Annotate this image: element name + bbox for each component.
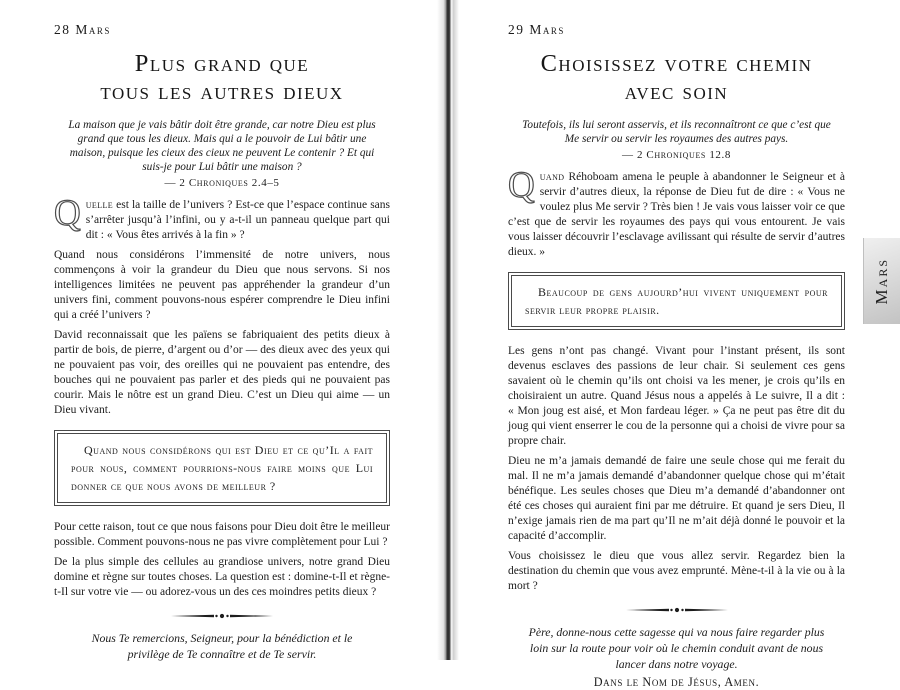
lead-small-caps: uelle	[85, 199, 114, 211]
body-paragraph: David reconnaissait que les païens se fabriquaient des petits dieux à partir de bois, de pierre, d’argent ou d’or — des dieux avec des yeux qui ne pouvaient pas voir, des oreilles qui ne pouvaient pas entendre, des bouches qui ne pouvaient pas parler et des pieds qui ne pouvaient pas courir. Mais le nôtre est un grand Dieu. C’est un Dieu qui aime — un Dieu vivant.	[54, 329, 390, 416]
drop-cap: Q	[54, 193, 81, 234]
body-text	[54, 193, 390, 600]
paragraph-text: est la taille de l’univers ? Est-ce que l’espace continue sans s’arrêter jusqu’à l’infini, ou y a-t-il un panneau quelque part qui dit : « Vous êtes arrivés à la fin » ?	[85, 199, 390, 241]
body-paragraph: Pour cette raison, tout ce que nous faisons pour Dieu doit être le meilleur possible. Comment pouvons-nous ne pas vivre complètement pour Lui ?	[54, 521, 390, 548]
date-month: Mars	[75, 22, 111, 37]
prayer-text: Père, donne-nous cette sagesse qui va nous faire regarder plus loin sur la route pour voir où le chemin conduit avant de nous lancer dans notre voyage.	[528, 625, 825, 671]
paragraph-text: Réhoboam amena le peuple à abandonner le Seigneur et à servir d’autres dieux, la réponse de Dieu fut de dire : « Vous ne voulez plus Me servir ? Très bien ! Je vais vous laisser voir ce que c’est que de servir les royaumes des pays qui vous entourent. Je vais vous laisser découvrir l’esclavage avilissant qui résulte de servir d’autres dieux. »	[508, 171, 845, 258]
page-title	[54, 50, 390, 106]
scripture-reference: — 2 Chroniques 2.4–5	[164, 177, 280, 189]
date-heading	[508, 22, 845, 38]
callout-text: Quand nous considérons qui est Dieu et ce qu’Il a fait pour nous, comment pourrions-nous faire moins que Lui donner ce que nous avons de meilleur ?	[71, 443, 373, 493]
scripture-reference: — 2 Chroniques 12.8	[622, 149, 731, 161]
body-paragraph: Les gens n’ont pas changé. Vivant pour l’instant présent, ils sont devenus esclaves des passions de leur chair. Si seulement ces gens savaient où le chemin qu’ils ont choisi va les mener, je crois qu’ils en choisiraient un autre. Quand Jésus nous a appelés à Le suivre, Il a dit : « Mon joug est aisé, et Mon fardeau léger. » Ça ne peut pas être dit du joug qui vient enserrer le cou de la personne qui a choisi de vivre pour sa propre chair.	[508, 345, 845, 447]
body-text	[508, 165, 845, 594]
title-line: Plus grand que	[134, 50, 310, 77]
drop-cap: Q	[508, 165, 535, 206]
prayer-text: Nous Te remercions, Seigneur, pour la bénédiction et le privilège de Te connaître et de Te servir.	[91, 631, 353, 661]
ornament-divider-icon	[625, 605, 729, 615]
title-line: Choisissez votre chemin	[540, 50, 813, 77]
body-paragraph-opening	[54, 193, 390, 243]
month-tab	[863, 238, 900, 324]
epigraph: La maison que je vais bâtir doit être grande, car notre Dieu est plus grand que tous les dieux. Mais qui a le pouvoir de Lui bâtir une maison, puisque les cieux des cieux ne peuvent Le contenir ? Et qui suis-je pour Lui bâtir une maison ?	[68, 119, 376, 173]
title-line: tous les autres dieux	[100, 78, 344, 105]
date-number: 28	[54, 22, 71, 37]
body-paragraph-opening	[508, 165, 845, 260]
date-number: 29	[508, 22, 525, 37]
date-heading	[54, 22, 390, 38]
lead-small-caps: uand	[539, 171, 565, 183]
callout-box	[511, 275, 842, 327]
date-month: Mars	[529, 22, 565, 37]
title-line: avec soin	[624, 78, 729, 105]
callout-text: Beaucoup de gens aujourd’hui vivent uniquement pour servir leur propre plaisir.	[525, 285, 828, 317]
ornament-divider-icon	[170, 611, 274, 621]
callout-box	[57, 433, 387, 503]
body-paragraph: Quand nous considérons l’immensité de notre univers, nous commençons à voir la grandeur du Dieu que nous servons. Si nos intelligences limitées ne peuvent pas appréhender la grandeur d’un univers fini, comment pouvons-nous espérer comprendre le Dieu infini qui a créé l’univers ?	[54, 249, 390, 321]
page-right	[444, 0, 900, 689]
prayer-closing: Dans le Nom de Jésus, Amen.	[593, 675, 760, 689]
body-paragraph: De la plus simple des cellules au grandiose univers, notre grand Dieu domine et règne sur toutes choses. La question est : domine-t-Il et règne-t-Il sur votre vie — ou adorez-vous un des ces moindres petits dieux ?	[54, 556, 390, 598]
month-tab-label: Mars	[871, 257, 891, 305]
page-left	[0, 0, 444, 660]
epigraph: Toutefois, ils lui seront asservis, et ils reconnaîtront ce que c’est que Me servir ou servir les royaumes des autres pays.	[522, 119, 831, 145]
body-paragraph: Vous choisissez le dieu que vous allez servir. Regardez bien la destination du chemin que vous avez emprunté. Mène-t-il à la vie ou à la mort ?	[508, 550, 845, 592]
body-paragraph: Dieu ne m’a jamais demandé de faire une seule chose qui me ferait du mal. Il ne m’a jamais demandé d’abandonner quelque chose qui m’était bénéfique. Les seules choses que Dieu m’a demandé d’abandonner ont été ces choses qui auraient fini par me détruire. Et quand je sers Dieu, Il n’exige jamais rien de ma part qu’Il ne m’ait déjà donné le pouvoir et la capacité d’accomplir.	[508, 455, 845, 542]
page-title	[508, 50, 845, 106]
